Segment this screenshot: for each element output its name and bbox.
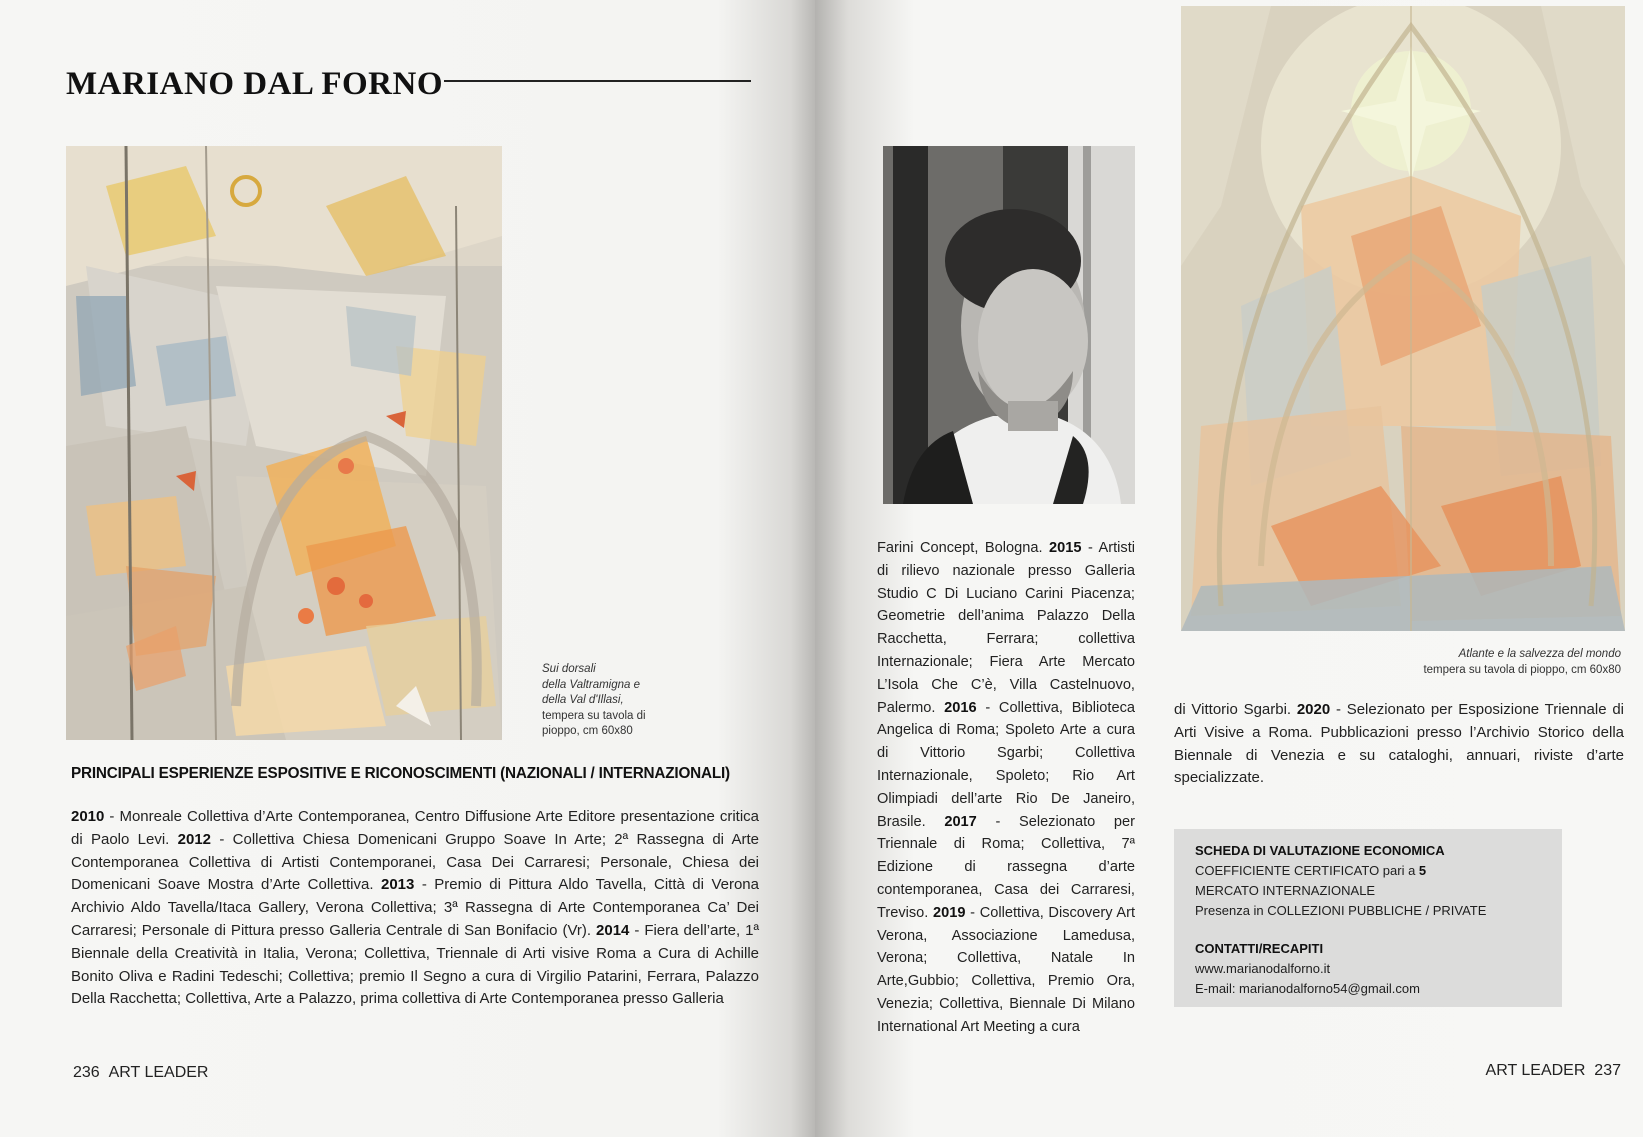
page-number: 237	[1594, 1062, 1621, 1079]
bio-text: - Selezionato per Triennale di Roma; Collettiva, 7ª Edizione di rassegna d’arte contemporanea, Casa dei Carraresi, Treviso.	[877, 813, 1135, 921]
collections-line: Presenza in COLLEZIONI PUBBLICHE / PRIVATE	[1195, 903, 1487, 918]
market-line: MERCATO INTERNAZIONALE	[1195, 883, 1376, 898]
year-2019: 2019	[933, 904, 966, 921]
page-footer-left	[73, 1064, 208, 1082]
website-link[interactable]: www.marianodalforno.it	[1195, 961, 1331, 976]
heading-rule	[444, 80, 751, 82]
artist-photo	[883, 146, 1135, 504]
painting-atlante	[1181, 6, 1625, 631]
page-footer-right	[1486, 1062, 1621, 1080]
year-2010: 2010	[71, 808, 105, 825]
year-2015: 2015	[1049, 540, 1082, 556]
valuation-heading: SCHEDA DI VALUTAZIONE ECONOMICA	[1195, 843, 1445, 858]
magazine-name: ART LEADER	[108, 1064, 209, 1081]
bio-text: - Collettiva Chiesa Domenicani Gruppo Soave In Arte; 2ª Rassegna di Arte Contemporanea Collettiva di Artisti Contemporanei, Casa Dei Carraresi; Personale, Chiesa dei Domenicani Soave Mostra d’Arte Collettiva.	[71, 830, 760, 894]
bio-text: - Premio di Pittura Aldo Tavella, Città di Verona Archivio Aldo Tavella/Itaca Gallery, Verona Collettiva; 3ª Rassegna di Arte Contemporanea Ca’ Dei Carraresi; Personale di Pittura presso Galleria Centrale di San Bonifacio (Vr).	[71, 876, 759, 939]
coefficient-line	[1195, 863, 1426, 878]
bio-text: - Collettiva, Discovery Art Verona, Associazione Lamedusa, Verona; Collettiva, Natale In Arte,Gubbio; Collettiva, Premio Ora, Venezia; Collettiva, Biennale Di Milano International Art Meeting a cura	[877, 904, 1135, 1035]
bio-text: - Artisti di rilievo nazionale presso Galleria Studio C Di Luciano Carini Piacenza; Geometrie dell’anima Palazzo Della Racchetta, Ferrara; collettiva Internazionale; Fiera Arte Mercato L’Isola Che C’è, Villa Castelnuovo, Palermo.	[877, 540, 1135, 716]
bio-paragraph	[71, 806, 759, 1011]
bio-end	[1174, 699, 1624, 790]
coefficient-value: 5	[1418, 863, 1427, 878]
bio-text: Farini Concept, Bologna.	[877, 540, 1049, 556]
year-2014: 2014	[596, 921, 630, 939]
bio-text: - Selezionato per Esposizione Triennale di Arti Visive a Roma. Pubblicazioni presso l’Archivio Storico della Biennale di Venezia e su cataloghi, annuari, riviste d’arte specializzate.	[1174, 701, 1624, 787]
section-heading: PRINCIPALI ESPERIENZE ESPOSITIVE E RICONOSCIMENTI (NAZIONALI / INTERNAZIONALI)	[71, 765, 730, 782]
left-page	[0, 0, 815, 1137]
contacts-heading: CONTATTI/RECAPITI	[1195, 941, 1324, 956]
artist-name-heading: MARIANO DAL FORNO	[66, 66, 443, 102]
caption-medium: tempera su tavola di pioppo, cm 60x80	[1423, 664, 1621, 676]
caption-line: Sui dorsali	[542, 663, 596, 675]
year-2020: 2020	[1296, 701, 1331, 718]
year-2016: 2016	[944, 699, 977, 716]
page-number: 236	[73, 1064, 100, 1081]
caption-line: tempera su tavola di	[542, 709, 646, 722]
email-link[interactable]: E-mail: marianodalforno54@gmail.com	[1195, 981, 1420, 996]
year-2012: 2012	[177, 830, 212, 848]
magazine-name: ART LEADER	[1485, 1062, 1586, 1079]
caption-line: pioppo, cm 60x80	[542, 725, 633, 737]
bio-text: di Vittorio Sgarbi.	[1174, 701, 1297, 718]
caption-line: della Val d'Illasi,	[542, 694, 624, 706]
bio-text: - Collettiva, Biblioteca Angelica di Roma; Spoleto Arte a cura di Vittorio Sgarbi; Collettiva Internazionale, Spoleto; Rio Art Olimpiadi dell’arte Rio De Janeiro, Brasile.	[877, 699, 1135, 830]
caption-title: Atlante e la salvezza del mondo	[1458, 648, 1621, 660]
painting-caption	[542, 662, 692, 740]
painting-sui-dorsali	[66, 146, 502, 740]
bio-text: - Monreale Collettiva d’Arte Contemporanea, Centro Diffusione Arte Editore presentazione critica di Paolo Levi.	[71, 808, 759, 848]
valuation-box	[1174, 829, 1562, 1007]
bio-continued	[877, 537, 1135, 1039]
caption-line: della Valtramigna e	[542, 678, 641, 691]
coefficient-label: COEFFICIENTE CERTIFICATO pari a	[1195, 863, 1419, 878]
year-2013: 2013	[380, 876, 415, 894]
right-page	[815, 0, 1643, 1137]
atlante-caption	[1255, 646, 1621, 678]
bio-text: - Fiera dell’arte, 1ª Biennale della Creatività in Italia, Verona; Collettiva, Triennale di Arti visive Roma a Cura di Achille Bonito Oliva e Radini Tedeschi; Collettiva; premio Il Segno a cura di Virgilio Patarini, Ferrara, Palazzo Della Racchetta; Collettiva, Arte a Palazzo, prima collettiva di Arte Contemporanea presso Galleria	[71, 921, 759, 1008]
year-2017: 2017	[944, 813, 977, 830]
